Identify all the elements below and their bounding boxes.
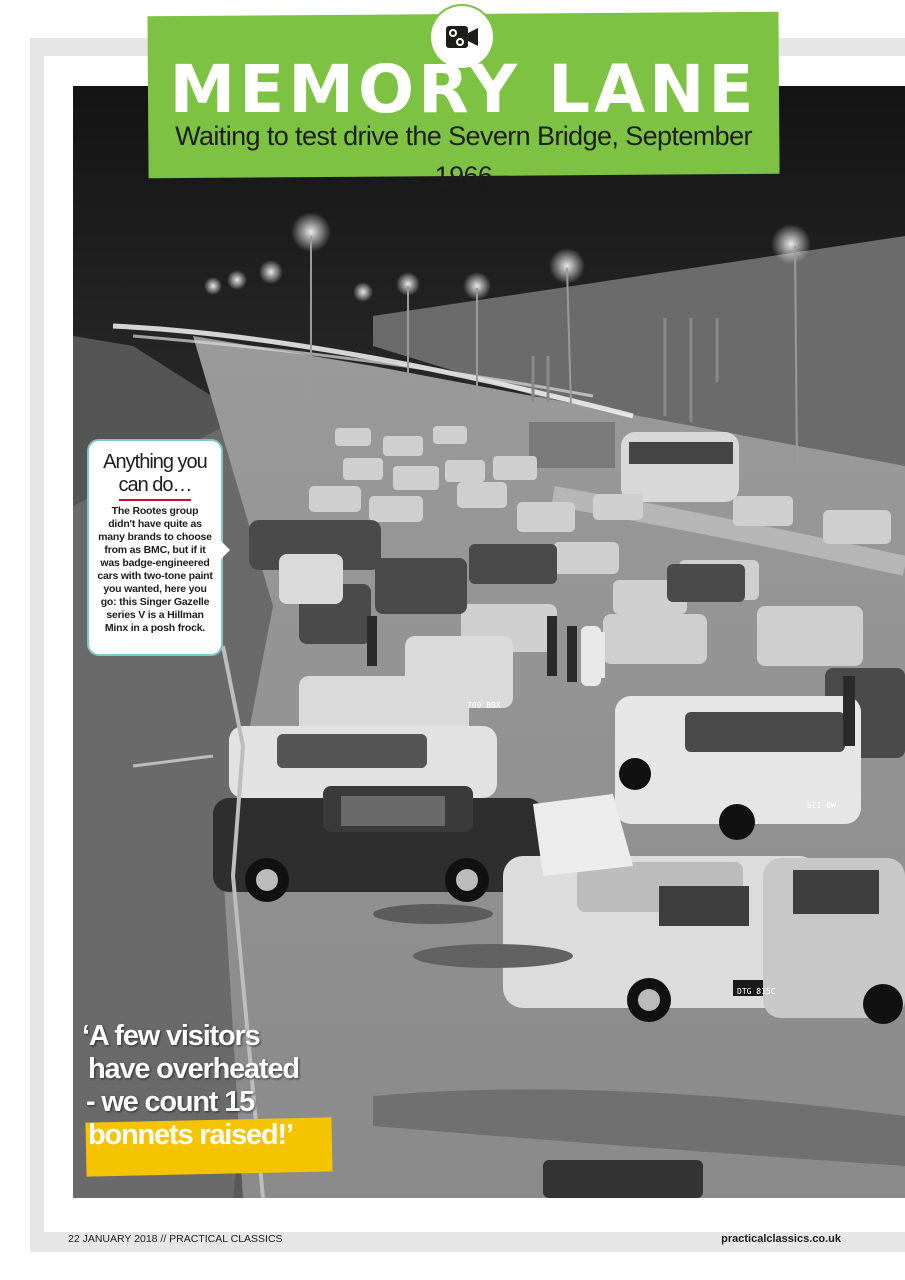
caption-body: The Rootes group didn't have quite as many brands to choose from as BMC, but if it was badge-engineered cars with two-tone paint you wanted, here you go: this Singer Gazelle series V is a Hillman Minx in a posh frock. [97, 505, 213, 634]
caption-heading: Anything you can do… [103, 451, 207, 496]
pull-quote-line: ‘A few visitors [82, 1020, 260, 1052]
pull-quote-line: - we count 15 [86, 1086, 255, 1118]
page-subtitle: Waiting to test drive the Severn Bridge, September 1966 [175, 121, 752, 191]
footer-website-link[interactable]: practicalclassics.co.uk [721, 1233, 841, 1245]
footer-folio: 22 JANUARY 2018 // PRACTICAL CLASSICS [68, 1233, 283, 1245]
pull-quote-line-highlighted: bonnets raised!’ [88, 1119, 293, 1151]
number-plate-text: SCI 0W [807, 801, 836, 810]
number-plate-text: 709 BBX [467, 701, 501, 710]
caption-rule [119, 499, 191, 501]
pull-quote [82, 1020, 342, 1152]
caption-box [89, 441, 221, 654]
camera-icon [445, 22, 479, 52]
section-title: MEMORY LANE [169, 51, 758, 128]
pull-quote-line: have overheated [88, 1053, 299, 1085]
number-plate-text: DTG 815C [737, 987, 776, 996]
